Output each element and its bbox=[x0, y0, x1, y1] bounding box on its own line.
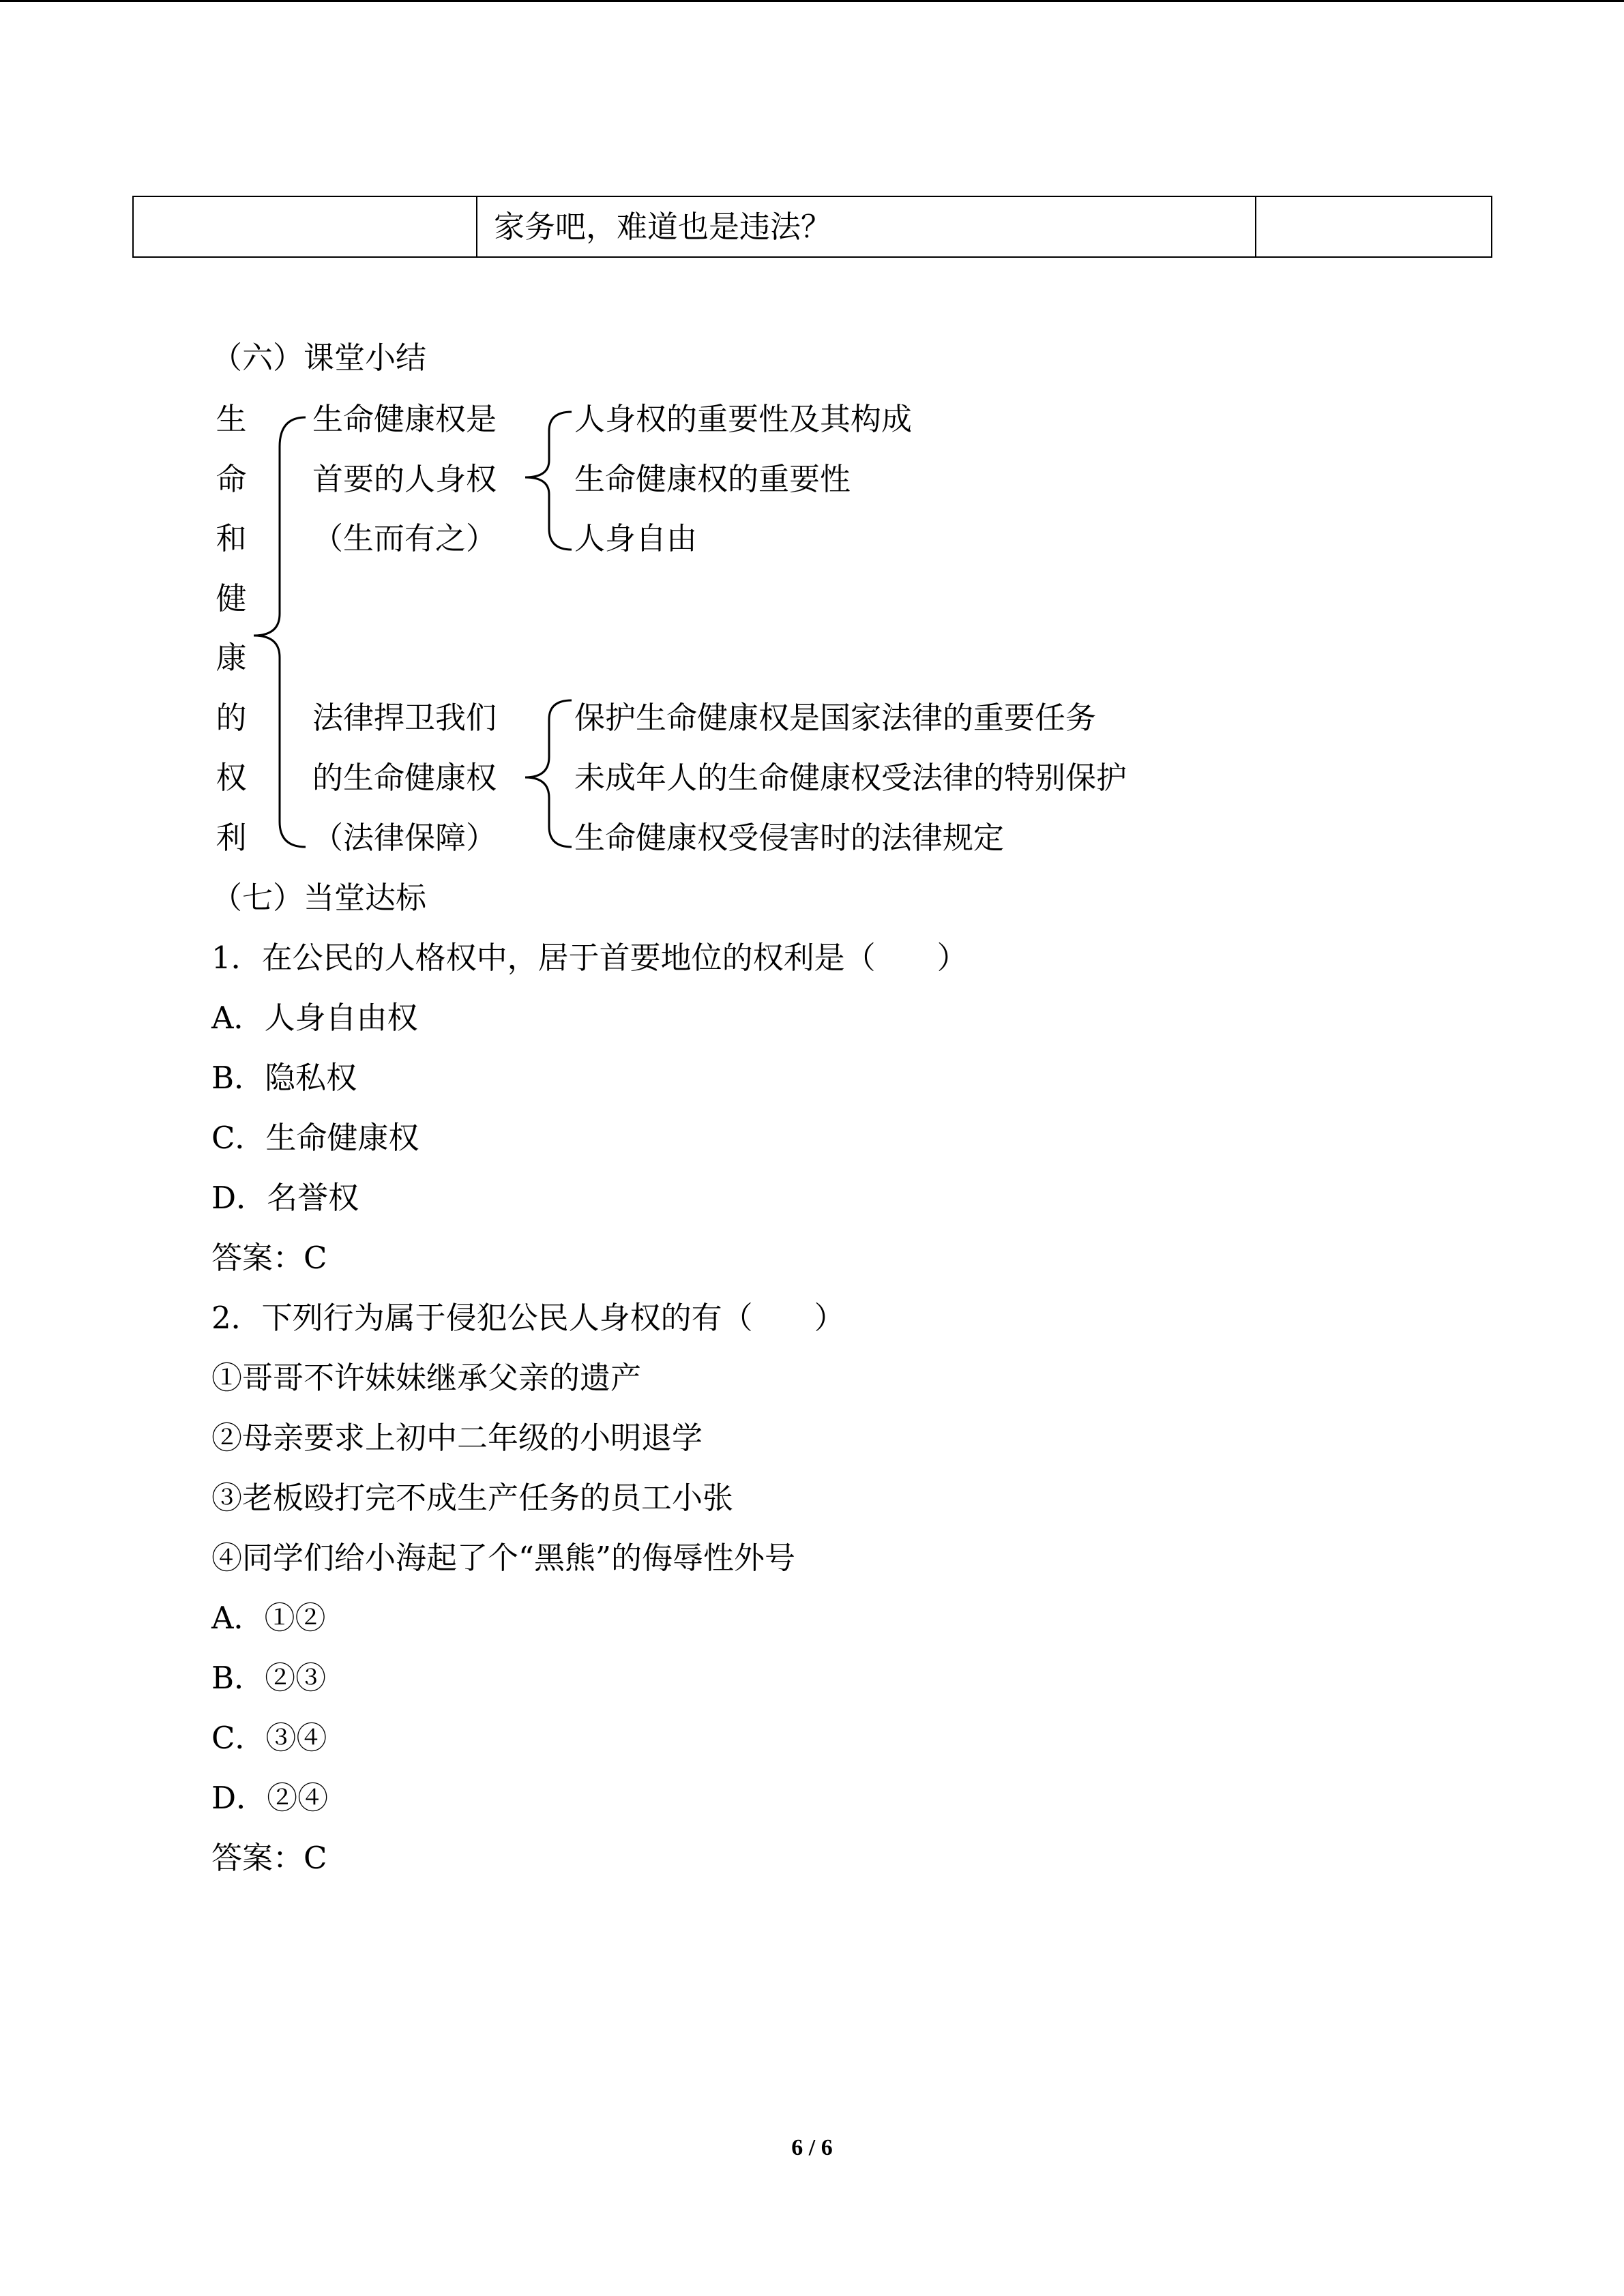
question-answer: 答案：C bbox=[211, 1840, 327, 1876]
question-statement: ③老板殴打完不成生产任务的员工小张 bbox=[211, 1480, 734, 1516]
question-stem: 1．在公民的人格权中，居于首要地位的权利是（ ） bbox=[211, 940, 968, 976]
sub-brace-1 bbox=[525, 412, 572, 550]
question-option: C．生命健康权 bbox=[211, 1120, 419, 1156]
summary-root-char: 命 bbox=[216, 461, 247, 497]
question-option: C．③④ bbox=[211, 1720, 327, 1756]
sub-brace-2 bbox=[525, 700, 572, 847]
summary-root-char: 权 bbox=[216, 760, 247, 796]
summary-root-char: 和 bbox=[216, 520, 247, 556]
question-option: D．②④ bbox=[211, 1780, 329, 1816]
question-option: A．①② bbox=[211, 1600, 326, 1636]
summary-root-char: 康 bbox=[216, 640, 247, 676]
summary-branch2-item: 生命健康权受侵害时的法律规定 bbox=[574, 820, 1005, 856]
summary-branch2-item: 保护生命健康权是国家法律的重要任务 bbox=[574, 700, 1097, 736]
question-answer: 答案：C bbox=[211, 1240, 327, 1276]
question-option: A．人身自由权 bbox=[211, 1000, 418, 1036]
summary-branch1-line: （生而有之） bbox=[312, 520, 497, 556]
summary-branch2-line: 的生命健康权 bbox=[312, 760, 497, 796]
summary-root-char: 的 bbox=[216, 700, 247, 736]
summary-branch1-line: 生命健康权是 bbox=[312, 401, 497, 437]
summary-branch1-line: 首要的人身权 bbox=[312, 461, 497, 497]
main-brace bbox=[254, 417, 306, 847]
summary-branch1-item: 人身权的重要性及其构成 bbox=[574, 401, 913, 437]
summary-branch1-item: 生命健康权的重要性 bbox=[574, 461, 851, 497]
question-statement: ①哥哥不许妹妹继承父亲的遗产 bbox=[211, 1360, 642, 1396]
summary-root-char: 健 bbox=[216, 580, 247, 616]
summary-branch2-line: 法律捍卫我们 bbox=[312, 700, 497, 736]
summary-root-char: 利 bbox=[216, 820, 247, 856]
page-number: 6 / 6 bbox=[791, 2135, 833, 2160]
question-statement: ④同学们给小海起了个“黑熊”的侮辱性外号 bbox=[211, 1540, 796, 1576]
question-stem: 2．下列行为属于侵犯公民人身权的有（ ） bbox=[211, 1300, 845, 1336]
table-cell-text: 家务吧，难道也是违法？ bbox=[494, 209, 832, 245]
summary-branch1-item: 人身自由 bbox=[574, 520, 698, 556]
question-option: B．隐私权 bbox=[211, 1060, 357, 1096]
summary-branch2-item: 未成年人的生命健康权受法律的特别保护 bbox=[574, 760, 1127, 796]
question-statement: ②母亲要求上初中二年级的小明退学 bbox=[211, 1420, 703, 1456]
summary-root-char: 生 bbox=[216, 401, 247, 437]
summary-heading: （六）课堂小结 bbox=[211, 340, 427, 376]
practice-heading: （七）当堂达标 bbox=[211, 880, 427, 916]
question-option: B．②③ bbox=[211, 1660, 327, 1696]
question-option: D．名誉权 bbox=[211, 1180, 359, 1216]
summary-branch2-line: （法律保障） bbox=[312, 820, 497, 856]
